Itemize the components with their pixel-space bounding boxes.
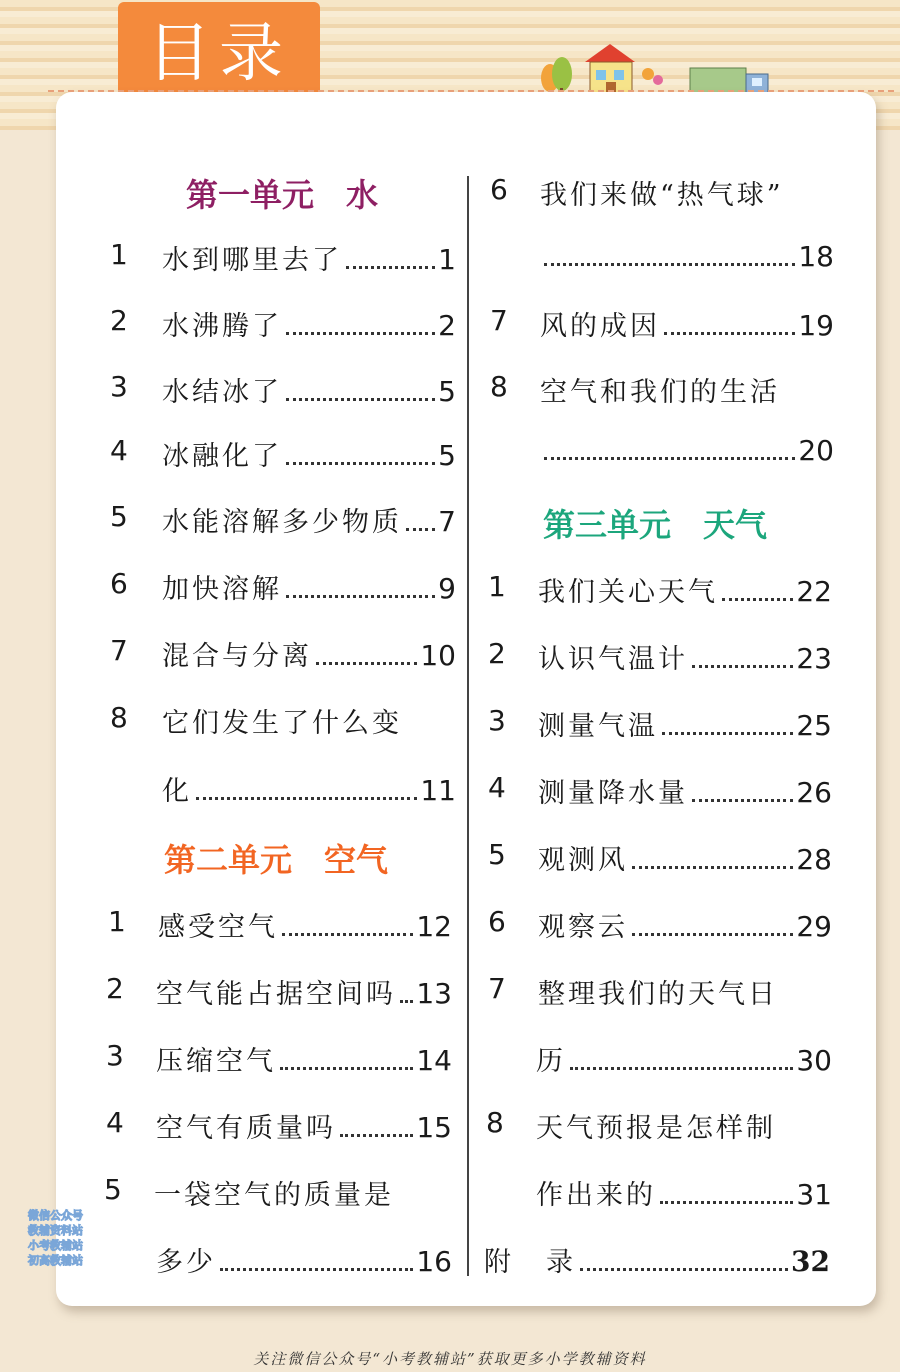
toc-entry[interactable] <box>104 1173 454 1213</box>
entry-title: 空气和我们的生活 <box>540 377 780 408</box>
toc-entry[interactable] <box>488 637 832 677</box>
entry-page: 13 <box>416 977 452 1010</box>
entry-number: 6 <box>490 173 508 206</box>
toc-entry[interactable] <box>490 304 834 344</box>
toc-entry[interactable] <box>110 238 456 278</box>
entry-title: 我们来做“热气球” <box>540 180 784 211</box>
toc-entry-continued[interactable] <box>486 1173 832 1213</box>
entry-number: 8 <box>110 701 128 734</box>
leader-dots <box>286 332 435 335</box>
leader-dots <box>282 933 413 936</box>
leader-dots <box>632 866 793 869</box>
entry-title: 压缩空气 <box>156 1046 276 1077</box>
toc-entry-continued[interactable] <box>490 240 834 280</box>
entry-number: 2 <box>106 972 124 1005</box>
leader-dots <box>722 598 793 601</box>
leader-dots <box>340 1134 413 1137</box>
entry-title: 风的成因 <box>540 311 660 342</box>
toc-entry-continued[interactable] <box>490 434 834 474</box>
entry-number: 5 <box>110 500 128 533</box>
toc-entry[interactable] <box>110 567 456 607</box>
toc-entry-continued[interactable] <box>488 1039 832 1079</box>
toc-entry[interactable] <box>488 771 832 811</box>
toc-entry-continued[interactable] <box>110 769 456 809</box>
entry-page: 25 <box>796 709 832 742</box>
entry-page: 2 <box>438 309 456 342</box>
leader-dots <box>220 1268 413 1271</box>
entry-title: 测量气温 <box>538 711 658 742</box>
entry-title: 水到哪里去了 <box>162 245 342 276</box>
toc-entry[interactable] <box>110 701 456 741</box>
leader-dots <box>664 332 795 335</box>
leader-dots <box>286 462 435 465</box>
entry-title: 认识气温计 <box>538 644 688 675</box>
entry-title: 一袋空气的质量是 <box>154 1180 394 1211</box>
entry-page: 19 <box>798 309 834 342</box>
entry-number: 8 <box>486 1106 504 1139</box>
watermark-line: 小考教辅站 <box>28 1239 83 1252</box>
toc-entry[interactable] <box>486 1106 832 1146</box>
leader-dots <box>280 1067 413 1070</box>
leader-dots <box>286 595 435 598</box>
entry-page: 11 <box>420 774 456 807</box>
toc-entry[interactable] <box>110 634 456 674</box>
entry-title-continued: 多少 <box>156 1247 216 1278</box>
leader-dots <box>346 266 435 269</box>
entry-page: 1 <box>438 243 456 276</box>
entry-number: 8 <box>490 370 508 403</box>
dashed-border <box>48 90 894 92</box>
entry-title: 冰融化了 <box>162 441 282 472</box>
entry-number: 3 <box>488 704 506 737</box>
entry-title-continued: 历 <box>536 1046 566 1077</box>
entry-number: 2 <box>488 637 506 670</box>
leader-dots <box>570 1067 793 1070</box>
entry-page: 5 <box>438 439 456 472</box>
entry-number: 2 <box>110 304 128 337</box>
entry-number: 1 <box>110 238 128 271</box>
entry-title: 水能溶解多少物质 <box>162 507 402 538</box>
entry-number: 5 <box>488 838 506 871</box>
entry-number: 6 <box>110 567 128 600</box>
watermark-line: 微信公众号 <box>28 1209 83 1222</box>
entry-number: 1 <box>488 570 506 603</box>
leader-dots <box>400 1000 413 1003</box>
leader-dots <box>580 1268 788 1271</box>
leader-dots <box>286 398 435 401</box>
entry-number: 5 <box>104 1173 122 1206</box>
leader-dots <box>406 528 435 531</box>
column-divider <box>467 176 469 1276</box>
entry-page: 16 <box>416 1245 452 1278</box>
toc-entry[interactable] <box>110 434 456 474</box>
entry-title: 测量降水量 <box>538 778 688 809</box>
leader-dots <box>632 933 793 936</box>
entry-title: 它们发生了什么变 <box>162 708 402 739</box>
entry-title: 天气预报是怎样制 <box>536 1113 776 1144</box>
entry-page: 14 <box>416 1044 452 1077</box>
entry-title-continued: 化 <box>162 776 192 807</box>
entry-title: 混合与分离 <box>162 641 312 672</box>
leader-dots <box>660 1201 793 1204</box>
leader-dots <box>316 662 417 665</box>
entry-title: 空气有质量吗 <box>156 1113 336 1144</box>
toc-entry[interactable] <box>106 1106 454 1146</box>
entry-number: 3 <box>106 1039 124 1072</box>
toc-entry[interactable] <box>106 972 454 1012</box>
entry-number: 6 <box>488 905 506 938</box>
toc-entry-appendix[interactable] <box>484 1240 830 1280</box>
entry-number: 附 <box>484 1247 511 1278</box>
entry-title: 加快溶解 <box>162 574 282 605</box>
entry-number: 7 <box>488 972 506 1005</box>
watermark-line: 初高教辅站 <box>28 1254 83 1267</box>
entry-number: 4 <box>488 771 506 804</box>
watermark-line: 教辅资料站 <box>28 1224 83 1237</box>
entry-page: 22 <box>796 575 832 608</box>
entry-title: 观察云 <box>538 912 628 943</box>
entry-number: 1 <box>108 905 126 938</box>
entry-number: 4 <box>106 1106 124 1139</box>
entry-title: 水沸腾了 <box>162 311 282 342</box>
leader-dots <box>692 665 793 668</box>
entry-number: 3 <box>110 370 128 403</box>
entry-page: 29 <box>796 910 832 943</box>
page-title: 目录 <box>118 2 320 106</box>
toc-entry[interactable] <box>106 1039 454 1079</box>
entry-title: 空气能占据空间吗 <box>156 979 396 1010</box>
unit-title-1: 第一单元 水 <box>186 176 379 214</box>
entry-page: 10 <box>420 639 456 672</box>
leader-dots <box>196 797 417 800</box>
leader-dots <box>544 457 795 460</box>
entry-title: 水结冰了 <box>162 377 282 408</box>
unit-title-3: 第三单元 天气 <box>543 506 768 544</box>
entry-page: 12 <box>416 910 452 943</box>
toc-entry[interactable] <box>110 370 456 410</box>
leader-dots <box>544 263 795 266</box>
toc-entry[interactable] <box>490 173 834 213</box>
toc-entry[interactable] <box>488 838 832 878</box>
entry-page: 32 <box>791 1245 830 1278</box>
toc-entry[interactable] <box>488 704 832 744</box>
entry-title: 录 <box>546 1247 576 1278</box>
toc-entry[interactable] <box>110 304 456 344</box>
entry-title: 观测风 <box>538 845 628 876</box>
entry-page: 18 <box>798 240 834 273</box>
toc-entry[interactable] <box>490 370 834 410</box>
entry-number: 7 <box>110 634 128 667</box>
entry-page: 15 <box>416 1111 452 1144</box>
toc-entry[interactable] <box>488 972 832 1012</box>
entry-page: 23 <box>796 642 832 675</box>
toc-entry[interactable] <box>108 905 454 945</box>
entry-number: 4 <box>110 434 128 467</box>
entry-page: 9 <box>438 572 456 605</box>
unit-title-2: 第二单元 空气 <box>164 841 389 879</box>
toc-entry[interactable] <box>488 570 832 610</box>
entry-page: 20 <box>798 434 834 467</box>
leader-dots <box>692 799 793 802</box>
entry-title: 整理我们的天气日 <box>538 979 778 1010</box>
entry-title: 感受空气 <box>158 912 278 943</box>
entry-page: 30 <box>796 1044 832 1077</box>
entry-page: 28 <box>796 843 832 876</box>
watermark <box>28 1208 108 1268</box>
toc-entry[interactable] <box>488 905 832 945</box>
entry-page: 31 <box>796 1178 832 1211</box>
entry-number: 7 <box>490 304 508 337</box>
leader-dots <box>662 732 793 735</box>
entry-title: 我们关心天气 <box>538 577 718 608</box>
entry-page: 7 <box>438 505 456 538</box>
entry-page: 5 <box>438 375 456 408</box>
toc-entry[interactable] <box>110 500 456 540</box>
toc-entry-continued[interactable] <box>104 1240 454 1280</box>
entry-page: 26 <box>796 776 832 809</box>
footer-note: 关注微信公众号“小考教辅站”获取更多小学教辅资料 <box>253 1350 647 1368</box>
entry-title-continued: 作出来的 <box>536 1180 656 1211</box>
